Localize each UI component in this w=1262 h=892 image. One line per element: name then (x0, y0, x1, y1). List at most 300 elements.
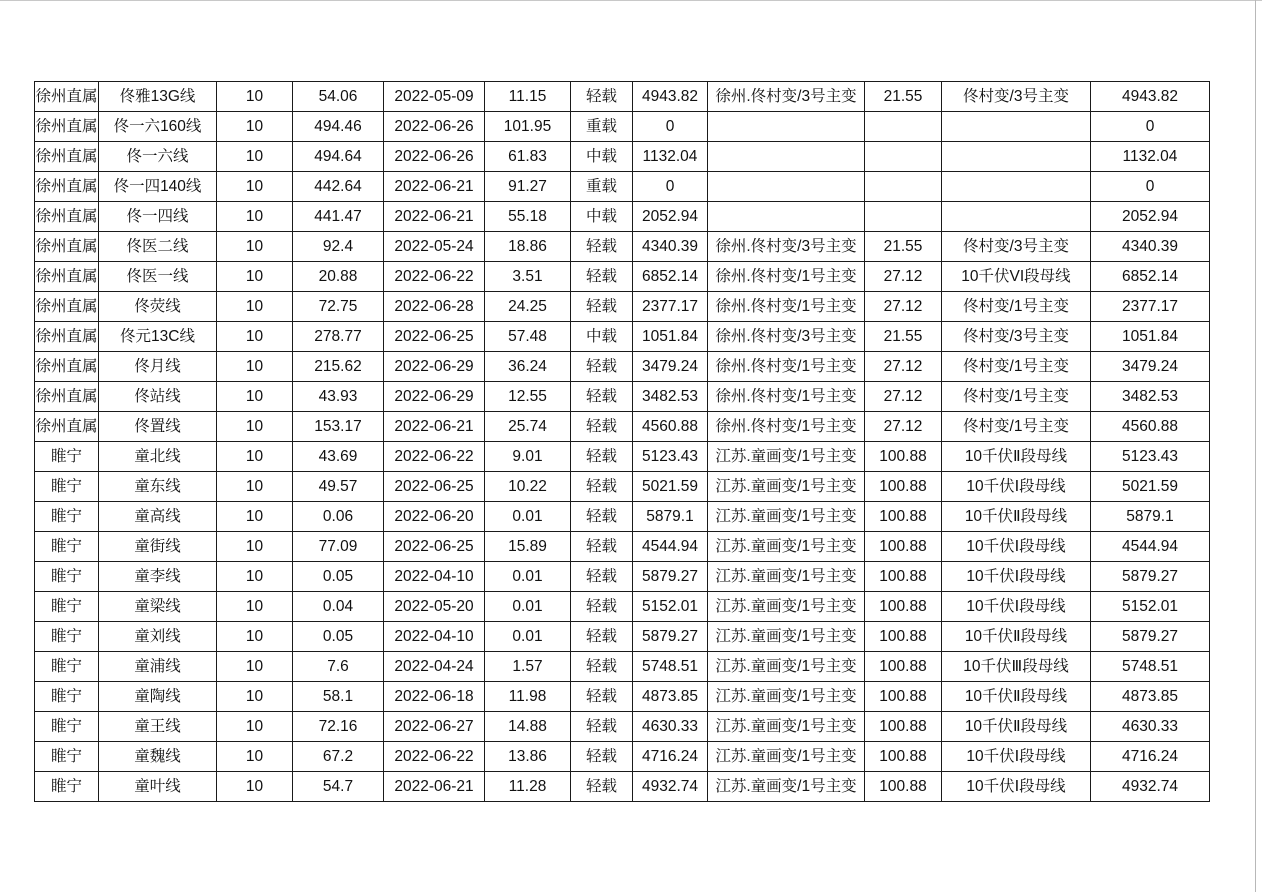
load-status-cell: 轻载 (571, 562, 633, 592)
line-name-cell: 童李线 (99, 562, 217, 592)
substation-cell: 江苏.童画变/1号主变 (708, 532, 865, 562)
margin-cell: 1132.04 (1091, 142, 1210, 172)
table-row (35, 292, 1210, 322)
current-cell: 49.57 (293, 472, 384, 502)
date-cell: 2022-06-28 (384, 292, 485, 322)
voltage-cell: 10 (217, 112, 293, 142)
substation-cell: 徐州.佟村变/1号主变 (708, 382, 865, 412)
capacity-cell: 4544.94 (633, 532, 708, 562)
capacity-cell: 6852.14 (633, 262, 708, 292)
current-cell: 67.2 (293, 742, 384, 772)
load-rate-cell: 36.24 (485, 352, 571, 382)
current-cell: 43.69 (293, 442, 384, 472)
region-cell: 徐州直属 (35, 382, 99, 412)
margin-cell: 4630.33 (1091, 712, 1210, 742)
date-cell: 2022-06-26 (384, 142, 485, 172)
bus-section-cell: 佟村变/3号主变 (942, 322, 1091, 352)
capacity-cell: 1051.84 (633, 322, 708, 352)
line-name-cell: 佟元13C线 (99, 322, 217, 352)
substation-cell: 江苏.童画变/1号主变 (708, 622, 865, 652)
load-rate-cell: 55.18 (485, 202, 571, 232)
current-cell: 0.05 (293, 562, 384, 592)
substation-cell: 徐州.佟村变/3号主变 (708, 322, 865, 352)
current-cell: 92.4 (293, 232, 384, 262)
transformer-rate-cell: 27.12 (865, 382, 942, 412)
transformer-rate-cell: 27.12 (865, 412, 942, 442)
table-row (35, 172, 1210, 202)
page-right-edge (1255, 0, 1256, 892)
line-name-cell: 童刘线 (99, 622, 217, 652)
region-cell: 睢宁 (35, 502, 99, 532)
region-cell: 睢宁 (35, 682, 99, 712)
voltage-cell: 10 (217, 292, 293, 322)
transformer-rate-cell: 100.88 (865, 772, 942, 802)
voltage-cell: 10 (217, 772, 293, 802)
date-cell: 2022-06-20 (384, 502, 485, 532)
capacity-cell: 1132.04 (633, 142, 708, 172)
current-cell: 441.47 (293, 202, 384, 232)
date-cell: 2022-06-29 (384, 382, 485, 412)
load-status-cell: 中载 (571, 322, 633, 352)
transformer-rate-cell (865, 202, 942, 232)
line-name-cell: 佟医一线 (99, 262, 217, 292)
transformer-rate-cell: 100.88 (865, 652, 942, 682)
load-status-cell: 轻载 (571, 682, 633, 712)
substation-cell: 江苏.童画变/1号主变 (708, 742, 865, 772)
region-cell: 睢宁 (35, 442, 99, 472)
feeder-load-table (34, 81, 1210, 802)
transformer-rate-cell (865, 112, 942, 142)
table-row (35, 352, 1210, 382)
load-rate-cell: 57.48 (485, 322, 571, 352)
line-name-cell: 佟站线 (99, 382, 217, 412)
table-row (35, 562, 1210, 592)
bus-section-cell: 10千伏Ⅰ段母线 (942, 532, 1091, 562)
margin-cell: 3479.24 (1091, 352, 1210, 382)
capacity-cell: 0 (633, 112, 708, 142)
current-cell: 0.04 (293, 592, 384, 622)
substation-cell: 徐州.佟村变/1号主变 (708, 262, 865, 292)
region-cell: 徐州直属 (35, 202, 99, 232)
load-status-cell: 中载 (571, 142, 633, 172)
table-body (35, 82, 1210, 802)
capacity-cell: 2377.17 (633, 292, 708, 322)
substation-cell: 徐州.佟村变/1号主变 (708, 292, 865, 322)
region-cell: 睢宁 (35, 472, 99, 502)
load-rate-cell: 9.01 (485, 442, 571, 472)
page-top-edge (0, 0, 1262, 1)
margin-cell: 4560.88 (1091, 412, 1210, 442)
region-cell: 徐州直属 (35, 112, 99, 142)
load-rate-cell: 0.01 (485, 502, 571, 532)
voltage-cell: 10 (217, 352, 293, 382)
bus-section-cell: 10千伏Ⅱ段母线 (942, 712, 1091, 742)
bus-section-cell: 佟村变/3号主变 (942, 82, 1091, 112)
region-cell: 徐州直属 (35, 412, 99, 442)
table-row (35, 652, 1210, 682)
margin-cell: 4943.82 (1091, 82, 1210, 112)
table-row (35, 742, 1210, 772)
bus-section-cell: 佟村变/3号主变 (942, 232, 1091, 262)
table-row (35, 772, 1210, 802)
transformer-rate-cell: 100.88 (865, 472, 942, 502)
region-cell: 徐州直属 (35, 232, 99, 262)
table-row (35, 82, 1210, 112)
capacity-cell: 5879.27 (633, 622, 708, 652)
bus-section-cell: 佟村变/1号主变 (942, 412, 1091, 442)
margin-cell: 5152.01 (1091, 592, 1210, 622)
capacity-cell: 0 (633, 172, 708, 202)
transformer-rate-cell (865, 142, 942, 172)
current-cell: 72.75 (293, 292, 384, 322)
voltage-cell: 10 (217, 622, 293, 652)
load-rate-cell: 1.57 (485, 652, 571, 682)
current-cell: 54.7 (293, 772, 384, 802)
load-status-cell: 轻载 (571, 352, 633, 382)
load-status-cell: 轻载 (571, 412, 633, 442)
substation-cell: 徐州.佟村变/3号主变 (708, 82, 865, 112)
current-cell: 7.6 (293, 652, 384, 682)
line-name-cell: 佟置线 (99, 412, 217, 442)
margin-cell: 5748.51 (1091, 652, 1210, 682)
transformer-rate-cell: 100.88 (865, 742, 942, 772)
region-cell: 睢宁 (35, 772, 99, 802)
line-name-cell: 童街线 (99, 532, 217, 562)
capacity-cell: 4873.85 (633, 682, 708, 712)
margin-cell: 5021.59 (1091, 472, 1210, 502)
current-cell: 77.09 (293, 532, 384, 562)
date-cell: 2022-04-10 (384, 622, 485, 652)
margin-cell: 4932.74 (1091, 772, 1210, 802)
line-name-cell: 佟一四140线 (99, 172, 217, 202)
bus-section-cell: 佟村变/1号主变 (942, 382, 1091, 412)
current-cell: 278.77 (293, 322, 384, 352)
line-name-cell: 佟月线 (99, 352, 217, 382)
capacity-cell: 5123.43 (633, 442, 708, 472)
load-status-cell: 轻载 (571, 622, 633, 652)
region-cell: 睢宁 (35, 652, 99, 682)
voltage-cell: 10 (217, 172, 293, 202)
table-row (35, 502, 1210, 532)
load-status-cell: 轻载 (571, 652, 633, 682)
capacity-cell: 5879.1 (633, 502, 708, 532)
voltage-cell: 10 (217, 682, 293, 712)
substation-cell (708, 142, 865, 172)
line-name-cell: 童北线 (99, 442, 217, 472)
table-row (35, 232, 1210, 262)
load-status-cell: 轻载 (571, 292, 633, 322)
substation-cell: 江苏.童画变/1号主变 (708, 502, 865, 532)
current-cell: 494.46 (293, 112, 384, 142)
line-name-cell: 童陶线 (99, 682, 217, 712)
table-row (35, 412, 1210, 442)
bus-section-cell: 佟村变/1号主变 (942, 292, 1091, 322)
load-status-cell: 轻载 (571, 382, 633, 412)
line-name-cell: 童王线 (99, 712, 217, 742)
voltage-cell: 10 (217, 142, 293, 172)
voltage-cell: 10 (217, 532, 293, 562)
margin-cell: 4340.39 (1091, 232, 1210, 262)
transformer-rate-cell (865, 172, 942, 202)
load-rate-cell: 14.88 (485, 712, 571, 742)
voltage-cell: 10 (217, 382, 293, 412)
substation-cell: 江苏.童画变/1号主变 (708, 652, 865, 682)
current-cell: 494.64 (293, 142, 384, 172)
bus-section-cell: 10千伏Ⅰ段母线 (942, 472, 1091, 502)
load-rate-cell: 91.27 (485, 172, 571, 202)
load-rate-cell: 11.15 (485, 82, 571, 112)
table-row (35, 262, 1210, 292)
voltage-cell: 10 (217, 202, 293, 232)
current-cell: 442.64 (293, 172, 384, 202)
bus-section-cell: 10千伏Ⅲ段母线 (942, 652, 1091, 682)
substation-cell: 江苏.童画变/1号主变 (708, 442, 865, 472)
substation-cell: 江苏.童画变/1号主变 (708, 472, 865, 502)
table-row (35, 472, 1210, 502)
voltage-cell: 10 (217, 502, 293, 532)
substation-cell: 江苏.童画变/1号主变 (708, 592, 865, 622)
load-rate-cell: 61.83 (485, 142, 571, 172)
margin-cell: 0 (1091, 172, 1210, 202)
transformer-rate-cell: 100.88 (865, 502, 942, 532)
bus-section-cell: 10千伏Ⅱ段母线 (942, 502, 1091, 532)
load-status-cell: 轻载 (571, 742, 633, 772)
capacity-cell: 4560.88 (633, 412, 708, 442)
date-cell: 2022-06-29 (384, 352, 485, 382)
margin-cell: 4873.85 (1091, 682, 1210, 712)
margin-cell: 0 (1091, 112, 1210, 142)
date-cell: 2022-06-21 (384, 172, 485, 202)
load-rate-cell: 11.98 (485, 682, 571, 712)
margin-cell: 5123.43 (1091, 442, 1210, 472)
date-cell: 2022-04-10 (384, 562, 485, 592)
date-cell: 2022-05-09 (384, 82, 485, 112)
bus-section-cell: 10千伏Ⅰ段母线 (942, 592, 1091, 622)
bus-section-cell: 10千伏Ⅰ段母线 (942, 742, 1091, 772)
transformer-rate-cell: 27.12 (865, 262, 942, 292)
region-cell: 徐州直属 (35, 172, 99, 202)
substation-cell: 江苏.童画变/1号主变 (708, 562, 865, 592)
load-status-cell: 轻载 (571, 472, 633, 502)
line-name-cell: 佟一六线 (99, 142, 217, 172)
bus-section-cell: 10千伏Ⅰ段母线 (942, 562, 1091, 592)
date-cell: 2022-06-22 (384, 262, 485, 292)
date-cell: 2022-06-22 (384, 442, 485, 472)
voltage-cell: 10 (217, 472, 293, 502)
load-rate-cell: 11.28 (485, 772, 571, 802)
transformer-rate-cell: 21.55 (865, 232, 942, 262)
substation-cell (708, 112, 865, 142)
voltage-cell: 10 (217, 412, 293, 442)
table-row (35, 712, 1210, 742)
table-row (35, 592, 1210, 622)
transformer-rate-cell: 100.88 (865, 712, 942, 742)
date-cell: 2022-06-22 (384, 742, 485, 772)
line-name-cell: 佟医二线 (99, 232, 217, 262)
margin-cell: 5879.27 (1091, 622, 1210, 652)
substation-cell: 徐州.佟村变/1号主变 (708, 412, 865, 442)
voltage-cell: 10 (217, 652, 293, 682)
margin-cell: 2052.94 (1091, 202, 1210, 232)
date-cell: 2022-06-21 (384, 772, 485, 802)
bus-section-cell: 10千伏Ⅱ段母线 (942, 442, 1091, 472)
table-row (35, 532, 1210, 562)
line-name-cell: 童叶线 (99, 772, 217, 802)
load-status-cell: 轻载 (571, 592, 633, 622)
load-rate-cell: 25.74 (485, 412, 571, 442)
line-name-cell: 童梁线 (99, 592, 217, 622)
transformer-rate-cell: 100.88 (865, 592, 942, 622)
current-cell: 0.05 (293, 622, 384, 652)
transformer-rate-cell: 100.88 (865, 532, 942, 562)
load-rate-cell: 10.22 (485, 472, 571, 502)
current-cell: 43.93 (293, 382, 384, 412)
substation-cell: 徐州.佟村变/3号主变 (708, 232, 865, 262)
table-row (35, 112, 1210, 142)
voltage-cell: 10 (217, 712, 293, 742)
line-name-cell: 佟雅13G线 (99, 82, 217, 112)
voltage-cell: 10 (217, 82, 293, 112)
substation-cell: 江苏.童画变/1号主变 (708, 772, 865, 802)
date-cell: 2022-06-21 (384, 412, 485, 442)
bus-section-cell: 10千伏Ⅱ段母线 (942, 622, 1091, 652)
date-cell: 2022-06-25 (384, 322, 485, 352)
capacity-cell: 5021.59 (633, 472, 708, 502)
transformer-rate-cell: 21.55 (865, 82, 942, 112)
line-name-cell: 童魏线 (99, 742, 217, 772)
current-cell: 58.1 (293, 682, 384, 712)
capacity-cell: 4716.24 (633, 742, 708, 772)
date-cell: 2022-06-26 (384, 112, 485, 142)
table-row (35, 682, 1210, 712)
load-rate-cell: 24.25 (485, 292, 571, 322)
line-name-cell: 佟一六160线 (99, 112, 217, 142)
margin-cell: 1051.84 (1091, 322, 1210, 352)
load-status-cell: 轻载 (571, 262, 633, 292)
capacity-cell: 4943.82 (633, 82, 708, 112)
capacity-cell: 5152.01 (633, 592, 708, 622)
bus-section-cell: 10千伏VI段母线 (942, 262, 1091, 292)
bus-section-cell (942, 202, 1091, 232)
margin-cell: 2377.17 (1091, 292, 1210, 322)
region-cell: 徐州直属 (35, 82, 99, 112)
region-cell: 睢宁 (35, 592, 99, 622)
load-status-cell: 轻载 (571, 712, 633, 742)
line-name-cell: 童东线 (99, 472, 217, 502)
voltage-cell: 10 (217, 262, 293, 292)
load-rate-cell: 15.89 (485, 532, 571, 562)
load-status-cell: 轻载 (571, 442, 633, 472)
bus-section-cell: 10千伏Ⅱ段母线 (942, 682, 1091, 712)
load-status-cell: 中载 (571, 202, 633, 232)
margin-cell: 5879.27 (1091, 562, 1210, 592)
table-row (35, 202, 1210, 232)
table-row (35, 622, 1210, 652)
table-row (35, 382, 1210, 412)
capacity-cell: 3479.24 (633, 352, 708, 382)
capacity-cell: 4630.33 (633, 712, 708, 742)
margin-cell: 3482.53 (1091, 382, 1210, 412)
load-status-cell: 重载 (571, 112, 633, 142)
date-cell: 2022-04-24 (384, 652, 485, 682)
date-cell: 2022-06-18 (384, 682, 485, 712)
date-cell: 2022-06-25 (384, 472, 485, 502)
line-name-cell: 佟荧线 (99, 292, 217, 322)
load-rate-cell: 18.86 (485, 232, 571, 262)
region-cell: 睢宁 (35, 712, 99, 742)
region-cell: 睢宁 (35, 742, 99, 772)
region-cell: 徐州直属 (35, 292, 99, 322)
bus-section-cell (942, 112, 1091, 142)
transformer-rate-cell: 27.12 (865, 292, 942, 322)
load-status-cell: 轻载 (571, 772, 633, 802)
margin-cell: 4544.94 (1091, 532, 1210, 562)
region-cell: 睢宁 (35, 562, 99, 592)
bus-section-cell: 佟村变/1号主变 (942, 352, 1091, 382)
substation-cell: 徐州.佟村变/1号主变 (708, 352, 865, 382)
current-cell: 72.16 (293, 712, 384, 742)
current-cell: 215.62 (293, 352, 384, 382)
date-cell: 2022-06-21 (384, 202, 485, 232)
voltage-cell: 10 (217, 742, 293, 772)
current-cell: 54.06 (293, 82, 384, 112)
load-status-cell: 轻载 (571, 82, 633, 112)
capacity-cell: 3482.53 (633, 382, 708, 412)
region-cell: 睢宁 (35, 622, 99, 652)
table-row (35, 322, 1210, 352)
margin-cell: 6852.14 (1091, 262, 1210, 292)
capacity-cell: 5879.27 (633, 562, 708, 592)
substation-cell: 江苏.童画变/1号主变 (708, 682, 865, 712)
load-rate-cell: 13.86 (485, 742, 571, 772)
table-row (35, 142, 1210, 172)
current-cell: 153.17 (293, 412, 384, 442)
capacity-cell: 4340.39 (633, 232, 708, 262)
region-cell: 睢宁 (35, 532, 99, 562)
substation-cell (708, 202, 865, 232)
voltage-cell: 10 (217, 592, 293, 622)
load-rate-cell: 0.01 (485, 562, 571, 592)
voltage-cell: 10 (217, 442, 293, 472)
transformer-rate-cell: 21.55 (865, 322, 942, 352)
load-status-cell: 重载 (571, 172, 633, 202)
capacity-cell: 2052.94 (633, 202, 708, 232)
load-rate-cell: 0.01 (485, 592, 571, 622)
table-row (35, 442, 1210, 472)
substation-cell (708, 172, 865, 202)
substation-cell: 江苏.童画变/1号主变 (708, 712, 865, 742)
transformer-rate-cell: 100.88 (865, 682, 942, 712)
current-cell: 20.88 (293, 262, 384, 292)
region-cell: 徐州直属 (35, 352, 99, 382)
date-cell: 2022-06-25 (384, 532, 485, 562)
bus-section-cell (942, 142, 1091, 172)
line-name-cell: 童高线 (99, 502, 217, 532)
current-cell: 0.06 (293, 502, 384, 532)
load-status-cell: 轻载 (571, 502, 633, 532)
voltage-cell: 10 (217, 322, 293, 352)
region-cell: 徐州直属 (35, 262, 99, 292)
load-status-cell: 轻载 (571, 232, 633, 262)
load-rate-cell: 101.95 (485, 112, 571, 142)
bus-section-cell (942, 172, 1091, 202)
load-rate-cell: 12.55 (485, 382, 571, 412)
load-status-cell: 轻载 (571, 532, 633, 562)
region-cell: 徐州直属 (35, 322, 99, 352)
date-cell: 2022-05-20 (384, 592, 485, 622)
load-rate-cell: 3.51 (485, 262, 571, 292)
capacity-cell: 4932.74 (633, 772, 708, 802)
